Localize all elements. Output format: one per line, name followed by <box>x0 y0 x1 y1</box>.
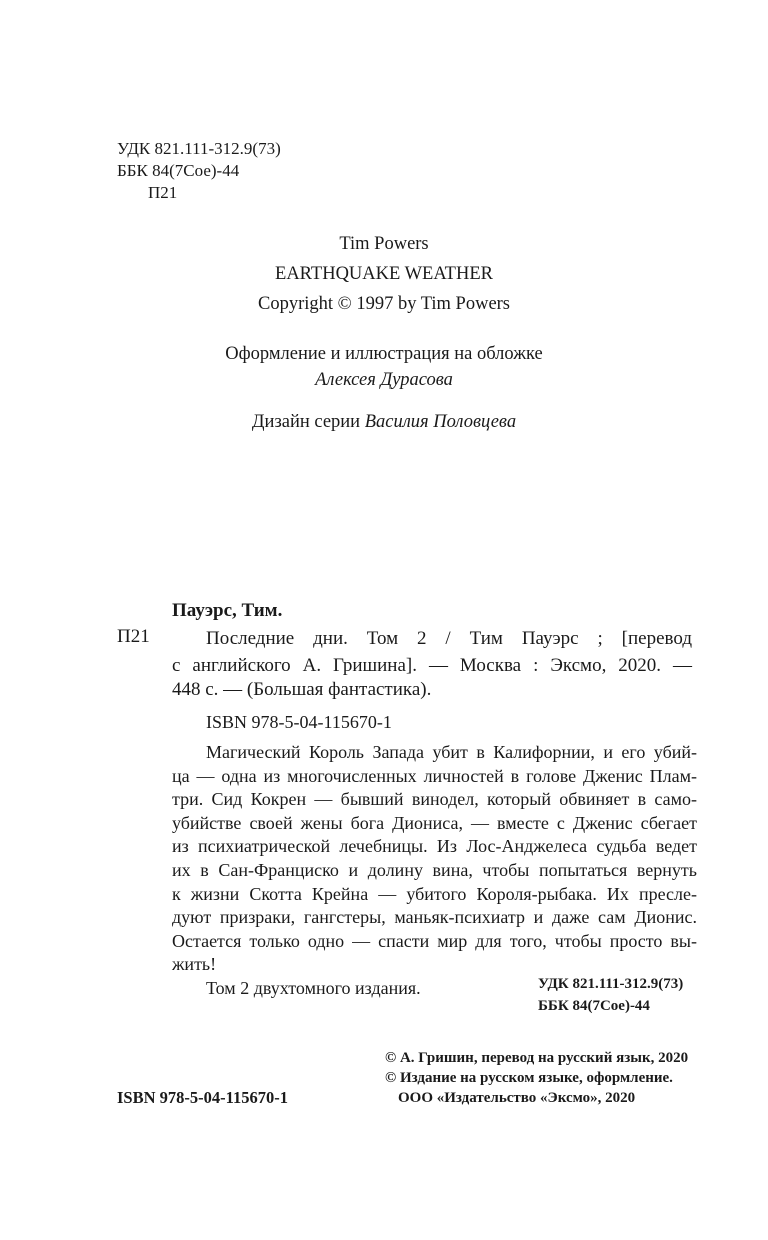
annotation-line: убийстве своей жены бога Диониса, — вместе с Дженис сбегает <box>172 812 697 833</box>
author-mark-top: П21 <box>148 183 178 202</box>
annotation-line: из психиатрической лечебницы. Из Лос-Анджелеса судьба ведет <box>172 836 697 857</box>
bib-line-last: 448 с. — (Большая фантастика). <box>172 679 432 700</box>
bbk-code-top: ББК 84(7Сое)-44 <box>117 161 240 180</box>
annotation-line: их в Сан-Франциско и долину вина, чтобы попытаться вернуть <box>172 859 697 880</box>
series-design-label: Дизайн серии <box>251 412 361 432</box>
series-designer: Василия Половцева <box>364 412 517 432</box>
bbk-code-bottom: ББК 84(7Сое)-44 <box>538 998 650 1014</box>
volume-note: Том 2 двухтомного издания. <box>206 977 421 998</box>
original-copyright: Copyright © 1997 by Tim Powers <box>257 294 511 314</box>
author-heading: Пауэрс, Тим. <box>172 600 283 621</box>
series-design-credit <box>0 412 768 433</box>
udk-code-top: УДК 821.111-312.9(73) <box>117 139 281 158</box>
annotation-line: Остается только одно — спасти мир для того, чтобы просто вы- <box>172 930 697 951</box>
annotation <box>172 741 697 1001</box>
annotation-line: ца — одна из многочисленных личностей в голове Дженис Плам- <box>172 765 697 786</box>
annotation-line: дуют призраки, гангстеры, маньяк-психиатр и даже сам Дионис. <box>172 907 697 928</box>
annotation-last-line: жить! <box>172 954 217 975</box>
original-title: EARTHQUAKE WEATHER <box>275 264 493 284</box>
isbn-record: ISBN 978-5-04-115670-1 <box>206 712 392 732</box>
bib-line: с английского А. Гришина]. — Москва : Эксмо, 2020. — <box>172 654 692 676</box>
translation-copyright: © А. Гришин, перевод на русский язык, 2020 <box>385 1050 689 1066</box>
udk-code-bottom: УДК 821.111-312.9(73) <box>538 976 684 992</box>
author-mark: П21 <box>117 626 150 647</box>
cover-artist: Алексея Дурасова <box>315 370 453 390</box>
publisher-copyright: ООО «Издательство «Эксмо», 2020 <box>398 1090 636 1106</box>
annotation-line: Магический Король Запада убит в Калифорнии, и его убий- <box>206 742 697 762</box>
annotation-line: к жизни Скотта Крейна — убитого Короля-рыбака. Их пресле- <box>172 883 697 904</box>
isbn-footer: ISBN 978-5-04-115670-1 <box>117 1088 288 1107</box>
annotation-line: три. Сид Кокрен — бывший винодел, который обвиняет в само- <box>172 789 697 810</box>
cover-credit-line: Оформление и иллюстрация на обложке <box>225 344 543 364</box>
edition-copyright: © Издание на русском языке, оформление. <box>385 1070 673 1086</box>
bib-line: Последние дни. Том 2 / Тим Пауэрс ; [перевод <box>206 628 692 649</box>
bibliographic-description <box>172 626 692 679</box>
original-author: Tim Powers <box>339 234 429 254</box>
